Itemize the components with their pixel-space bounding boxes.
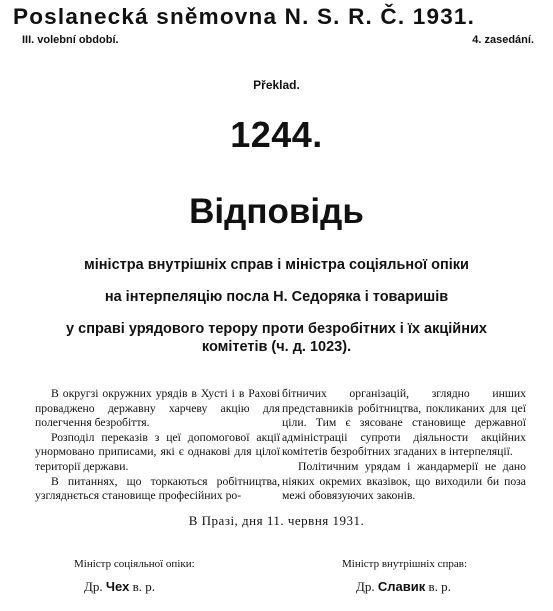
signature-prefix: Др. [84, 579, 103, 594]
body-paragraph: Розподіл переказів з цеї допомогової акції унормовано приписами, які є однакові для цілої території держави. [35, 430, 280, 473]
signature-left [84, 579, 155, 595]
body-paragraph: В питаннях, що торкаються робітництва, узгляднється становище професійних ро- [35, 474, 280, 503]
body-paragraph: В округзі окружних урядів в Хусті і в Рахові проваджено державну харчеву акцію для полегчення безробіття. [35, 387, 280, 430]
body-column-left [35, 387, 280, 504]
signature-prefix: Др. [356, 579, 375, 594]
session-label: 4. zasedání. [472, 34, 534, 46]
signature-suffix: в. р. [132, 579, 155, 594]
body-paragraph: Політичним урядам і жандармерії не дано ніяких окремих вказівок, що виходили би поза межі обовязуючих законів. [282, 459, 526, 503]
body-paragraph-continued: бітничих організацій, зглядно инших представників робітництва, покликаних для цеї ціли. Тим є зясоване становище державної адміністраціі супроти діяльности акційних комітетів безробітних згаданих в інтерпеляції. [282, 387, 526, 459]
translation-label: Překlad. [253, 78, 300, 92]
subtitle-line-3: у справі урядового терору проти безробітних і їх акційних комітетів (ч. д. 1023). [66, 321, 487, 355]
signature-right [356, 579, 451, 595]
subtitle-line-1: міністра внутрішніх справ і міністра соціяльної опіки [84, 257, 469, 273]
document-type-heading: Відповідь [189, 192, 364, 231]
signatory-name: Чех [105, 579, 130, 594]
term-label: III. volební období. [22, 34, 119, 46]
subtitle-line-2: на інтерпеляцію посла Н. Седоряка і товаришів [104, 289, 449, 305]
document-number: 1244. [230, 114, 323, 155]
body-column-right [282, 387, 526, 504]
signatory-role-left: Міністр соціяльної опіки: [74, 558, 195, 570]
header-title: Poslanecká sněmovna N. S. R. Č. 1931. [13, 4, 476, 29]
signatory-role-right: Міністр внутрішніх справ: [342, 558, 467, 570]
signatory-name: Славик [377, 579, 426, 594]
signature-suffix: в. р. [428, 579, 451, 594]
place-date-line: В Празі, дня 11. червня 1931. [188, 513, 365, 528]
